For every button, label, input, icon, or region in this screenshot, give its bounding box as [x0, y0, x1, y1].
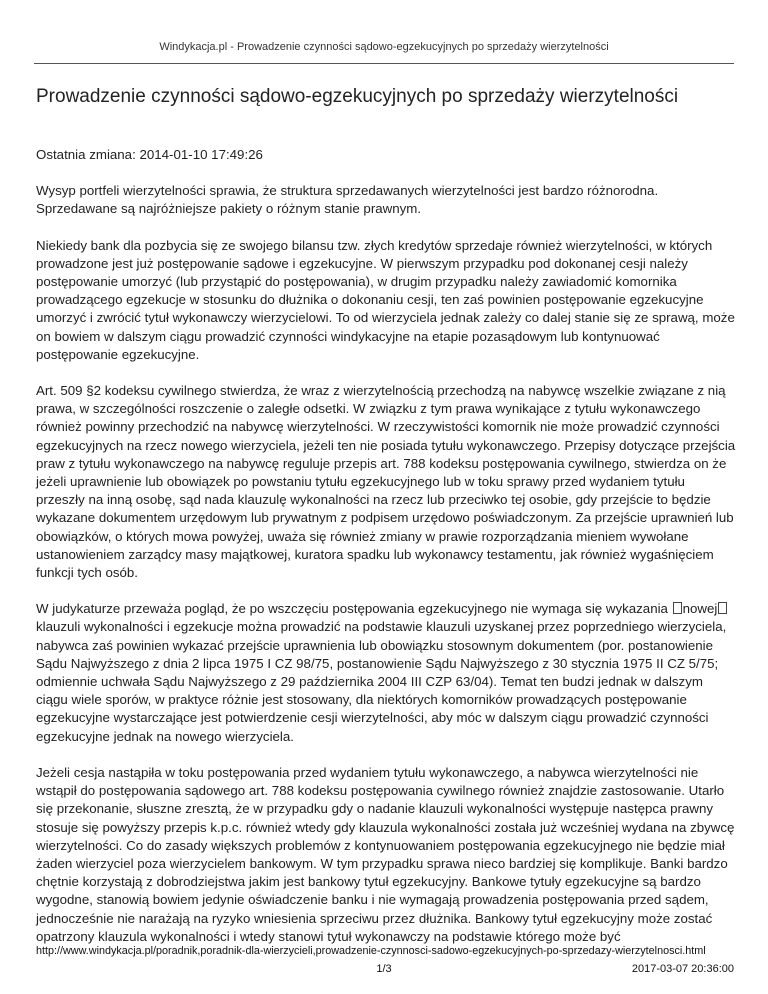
paragraph-5: Jeżeli cesja nastąpiła w toku postępowania przed wydaniem tytułu wykonawczego, a nabywca wierzytelności nie wstąpił do postępowania sądowego art. 788 kodeksu postępowania cywilnego również znajdzie zastosowanie. Utarło się przekonanie, słuszne zresztą, że w przypadku gdy o nadanie klauzuli wykonalności występuje następca prawny stosuje się powyższy przepis k.p.c. również wtedy gdy klauzula wykonalności została już wcześniej wydana na zbywcę wierzytelności. Co do zasady większych problemów z kontynuowaniem postępowania egzekucyjnego nie będzie miał żaden wierzyciel poza wierzycielem bankowym. W tym przypadku sprawa nieco bardziej się komplikuje. Banki bardzo chętnie korzystają z dobrodziejstwa jakim jest bankowy tytuł egzekucyjny. Bankowe tytuły egzekucyjne są bardzo wygodne, stanowią bowiem jedynie oświadczenie banku i nie wymagają prowadzenia postępowania przed sądem, jednocześnie nie narażają na ryzyko wniesienia sprzeciwu przez dłużnika. Bankowy tytuł egzekucyjny może zostać opatrzony klauzula wykonalności i wtedy stanowi tytuł wykonawczy na podstawie którego może być [36, 764, 735, 944]
article-body [36, 146, 736, 964]
print-timestamp: 2017-03-07 20:36:00 [631, 963, 734, 975]
article-title: Prowadzenie czynności sądowo-egzekucyjnych po sprzedaży wierzytelności [36, 86, 679, 107]
header-divider [34, 63, 734, 64]
paragraph-2: Niekiedy bank dla pozbycia się ze swojego bilansu tzw. złych kredytów sprzedaje również wierzytelności, w których prowadzone jest już postępowanie sądowe i egzekucyjne. W pierwszym przypadku pod dokonanej cesji należy postępowanie umorzyć (lub przystąpić do postępowania), w drugim przypadku należy zawiadomić komornika prowadzącego egzekucje w stosunku do dłużnika o dokonaniu cesji, ten zaś powinien postępowanie egzekucyjne umorzyć i zwrócić tytuł wykonawczy wierzycielowi. To od wierzyciela jednak zależy co dalej stanie się ze sprawą, może on bowiem w dalszym ciągu prowadzić czynności windykacyjne na etapie pozasądowym lub kontynuować postępowanie egzekucyjne. [36, 237, 735, 362]
page-number: 1/3 [376, 963, 392, 975]
print-header-title: Windykacja.pl - Prowadzenie czynności sądowo-egzekucyjnych po sprzedaży wierzytelności [159, 41, 609, 53]
paragraph-4 [36, 600, 736, 746]
paragraph-4-end: klauzuli wykonalności i egzekucje można prowadzić na podstawie klauzuli uzyskanej przez poprzedniego wierzyciela, nabywca zaś powinien wykazać przejście uprawnienia lub obowiązku stosownym dokumentem (por. postanowienie Sądu Najwyższego z dnia 2 lipca 1975 I CZ 98/75, postanowienie Sądu Najwyższego z 30 stycznia 1975 II CZ 5/75; odmiennie uchwała Sądu Najwyższego z 29 października 2004 III CZP 63/04). Temat ten budzi jednak w dalszym ciągu wiele sporów, w praktyce różnie jest stosowany, dla niektórych komorników prowadzących postępowanie egzekucyjne wystarczające jest potwierdzenie cesji wierzytelności, aby móc w dalszym ciągu prowadzić czynności egzekucyjne jednak na nowego wierzyciela. [36, 619, 727, 744]
footer-url: http://www.windykacja.pl/poradnik,poradnik-dla-wierzycieli,prowadzenie-czynnosci-sadowo-egzekucyjnych-po-sprzedazy-wierzytelnosci.html [36, 945, 706, 957]
paragraph-1: Wysyp portfeli wierzytelności sprawia, że struktura sprzedawanych wierzytelności jest bardzo różnorodna. Sprzedawane są najróżniejsze pakiety o różnym stanie prawnym. [36, 183, 659, 217]
missing-glyph-box [673, 602, 682, 614]
last-modified: Ostatnia zmiana: 2014-01-10 17:49:26 [36, 147, 263, 162]
missing-glyph-box [718, 602, 727, 614]
paragraph-3: Art. 509 §2 kodeksu cywilnego stwierdza, że wraz z wierzytelnością przechodzą na nabywcę wszelkie związane z nią prawa, w szczególności roszczenie o zaległe odsetki. W związku z tym prawa wynikające z tytułu wykonawczego również powinny przechodzić na nabywcę wierzytelności. W rzeczywistości komornik nie może prowadzić czynności egzekucyjnych na rzecz nowego wierzyciela, jeżeli ten nie posiada tytułu wykonawczego. Przepisy dotyczące przejścia praw z tytułu wykonawczego na nabywcę reguluje przepis art. 788 kodeksu postępowania cywilnego, stwierdza on że jeżeli uprawnienie lub obowiązek po powstaniu tytułu egzekucyjnego lub w toku sprawy przed wydaniem tytułu przeszły na inną osobę, sąd nada klauzulę wykonalności na rzecz lub przeciwko tej osobie, gdy przejście to będzie wykazane dokumentem urzędowym lub prywatnym z podpisem urzędowo poświadczonym. Za przejście uprawnień lub obowiązków, o których mowa powyżej, uważa się również zmiany w prawie rozporządzania mieniem wywołane ustanowieniem zarządcy masy majątkowej, kuratora spadku lub wykonawcy testamentu, jak również wygaśnięciem funkcji tych osób. [36, 383, 736, 581]
paragraph-4-quoted-word: nowej [682, 601, 718, 617]
paragraph-4-start: W judykaturze przeważa pogląd, że po wszczęciu postępowania egzekucyjnego nie wymaga się wykazania [36, 601, 672, 617]
